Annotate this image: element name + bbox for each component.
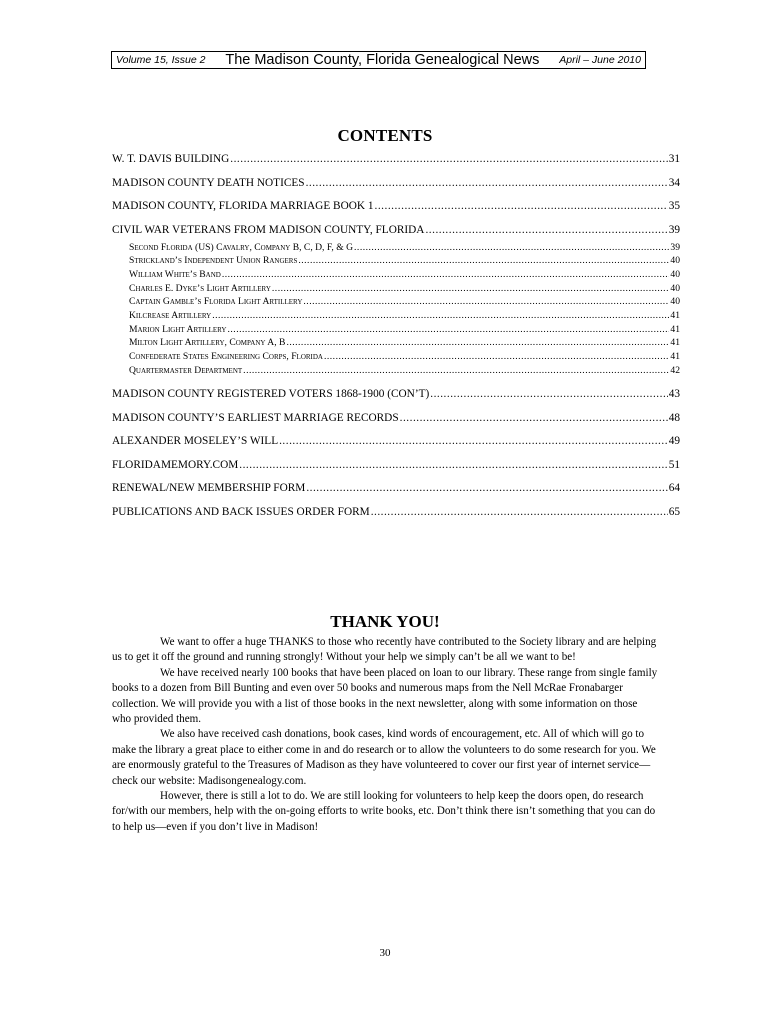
table-of-contents <box>112 152 680 519</box>
toc-leader <box>306 481 667 495</box>
toc-leader <box>306 176 668 190</box>
toc-entry <box>112 223 680 237</box>
toc-subentry <box>112 295 680 309</box>
toc-subentry-title: Second Florida (US) Cavalry, Company B, C, D, F, & G <box>129 241 354 253</box>
header-title: The Madison County, Florida Genealogical News <box>225 52 540 68</box>
toc-subentry-title: William White’s Band <box>129 268 221 280</box>
toc-entry-page: 51 <box>668 458 680 471</box>
header-volume: Volume 15, Issue 2 <box>116 54 206 66</box>
toc-subentry <box>112 309 680 323</box>
toc-subentry-page: 40 <box>670 255 680 267</box>
toc-subentry-page: 41 <box>670 337 680 349</box>
toc-entry-title: MADISON COUNTY DEATH NOTICES <box>112 176 305 189</box>
toc-entry <box>112 505 680 519</box>
toc-subentry <box>112 350 680 364</box>
page-number: 30 <box>379 947 391 959</box>
toc-leader <box>324 350 669 364</box>
thanks-paragraph: We want to offer a huge THANKS to those who recently have contributed to the Society library and are helping us to get it off the ground and running strongly! Without your help we simply can’t be all we want to be! <box>112 636 657 664</box>
toc-leader <box>371 505 668 519</box>
toc-subentry <box>112 282 680 296</box>
toc-entry <box>112 387 680 401</box>
toc-entry-title: MADISON COUNTY’S EARLIEST MARRIAGE RECORDS <box>112 411 399 424</box>
toc-leader <box>228 323 670 337</box>
toc-subentry-page: 40 <box>670 268 680 280</box>
toc-leader <box>375 199 668 213</box>
toc-subentry-title: Milton Light Artillery, Company A, B <box>129 337 286 349</box>
thanks-paragraph: However, there is still a lot to do. We are still looking for volunteers to help keep the doors open, do research for/with our members, help with the on-going efforts to write books, etc. Don’t think there isn’t something that you can do to help us—even if you don’t live in Madison! <box>112 790 656 833</box>
toc-subentry <box>112 323 680 337</box>
toc-entry-title: W. T. DAVIS BUILDING <box>112 153 230 165</box>
toc-subentry-title: Charles E. Dyke’s Light Artillery <box>129 282 271 294</box>
toc-entry-title: RENEWAL/NEW MEMBERSHIP FORM <box>112 482 306 495</box>
toc-leader <box>286 336 669 350</box>
toc-entry-page: 34 <box>668 176 680 189</box>
toc-subentry-title: Captain Gamble’s Florida Light Artillery <box>129 296 303 308</box>
toc-entry-page: 31 <box>668 153 680 165</box>
toc-entry-title: FLORIDAMEMORY.COM <box>112 458 239 471</box>
toc-entry <box>112 199 680 213</box>
toc-subentry <box>112 254 680 268</box>
toc-leader <box>272 282 670 296</box>
toc-subentry-title: Confederate States Engineering Corps, Florida <box>129 351 323 363</box>
toc-leader <box>298 254 669 268</box>
toc-entry-page: 43 <box>668 388 680 401</box>
toc-subentry-title: Kilcrease Artillery <box>129 310 212 322</box>
toc-entry <box>112 458 680 472</box>
toc-subentry-page: 42 <box>670 364 680 376</box>
toc-entry <box>112 434 680 448</box>
toc-entry-title: ALEXANDER MOSELEY’S WILL <box>112 435 279 448</box>
toc-entry <box>112 411 680 425</box>
toc-subentry <box>112 336 680 350</box>
toc-leader <box>222 268 670 282</box>
toc-subentry-page: 39 <box>670 241 680 253</box>
toc-entry-page: 65 <box>668 505 680 518</box>
thanks-paragraph: We also have received cash donations, book cases, kind words of encouragement, etc. All of which will go to make the library a great place to either come in and do research or to allow the volunteers to do some research for you. We are enormously grateful to the Treasures of Madison as they have volunteered to cover our first year of internet service—check our website: Madisongenealogy.com. <box>112 728 656 787</box>
page-header <box>111 51 646 69</box>
toc-leader <box>230 152 667 166</box>
toc-entry-title: MADISON COUNTY REGISTERED VOTERS 1868-1900 (CON’T) <box>112 388 430 401</box>
thank-you-heading: THANK YOU! <box>330 612 440 631</box>
toc-subentry-title: Strickland’s Independent Union Rangers <box>129 255 298 267</box>
toc-entry-page: 49 <box>668 435 680 448</box>
toc-entry <box>112 176 680 190</box>
toc-subentry-title: Quartermaster Department <box>129 364 243 376</box>
toc-subentry <box>112 241 680 255</box>
toc-leader <box>303 295 669 309</box>
toc-subentry-title: Marion Light Artillery <box>129 323 227 335</box>
thanks-paragraph: We have received nearly 100 books that have been placed on loan to our library. These range from single family books to a dozen from Bill Bunting and even over 50 books and numerous maps from the Nell McRae Fronabarger collection. We will provide you with a list of those books in the next newsletter, along with some information on those who provided them. <box>112 666 658 726</box>
toc-leader <box>354 241 669 255</box>
contents-heading: CONTENTS <box>337 126 433 145</box>
toc-leader <box>243 364 669 378</box>
toc-subentry-page: 40 <box>670 282 680 294</box>
toc-entry-title: MADISON COUNTY, FLORIDA MARRIAGE BOOK 1 <box>112 200 374 212</box>
toc-subentry-page: 41 <box>670 323 680 335</box>
toc-entry-title: CIVIL WAR VETERANS FROM MADISON COUNTY, FLORIDA <box>112 223 425 236</box>
toc-entry-page: 64 <box>668 482 680 495</box>
toc-entry-page: 39 <box>668 223 680 236</box>
toc-entry-page: 35 <box>668 200 680 212</box>
toc-entry-page: 48 <box>668 411 680 424</box>
toc-entry-title: PUBLICATIONS AND BACK ISSUES ORDER FORM <box>112 505 370 518</box>
toc-entry <box>112 152 680 166</box>
toc-leader <box>212 309 669 323</box>
header-date: April – June 2010 <box>559 54 641 66</box>
toc-subentry <box>112 364 680 378</box>
toc-leader <box>239 458 667 472</box>
toc-entry <box>112 481 680 495</box>
toc-leader <box>425 223 667 237</box>
toc-subentry-page: 41 <box>670 310 680 322</box>
toc-leader <box>279 434 668 448</box>
toc-subentry-page: 41 <box>670 351 680 363</box>
toc-subentry <box>112 268 680 282</box>
toc-leader <box>400 411 668 425</box>
thank-you-body <box>112 635 658 835</box>
toc-subentry-page: 40 <box>670 296 680 308</box>
toc-leader <box>430 387 667 401</box>
